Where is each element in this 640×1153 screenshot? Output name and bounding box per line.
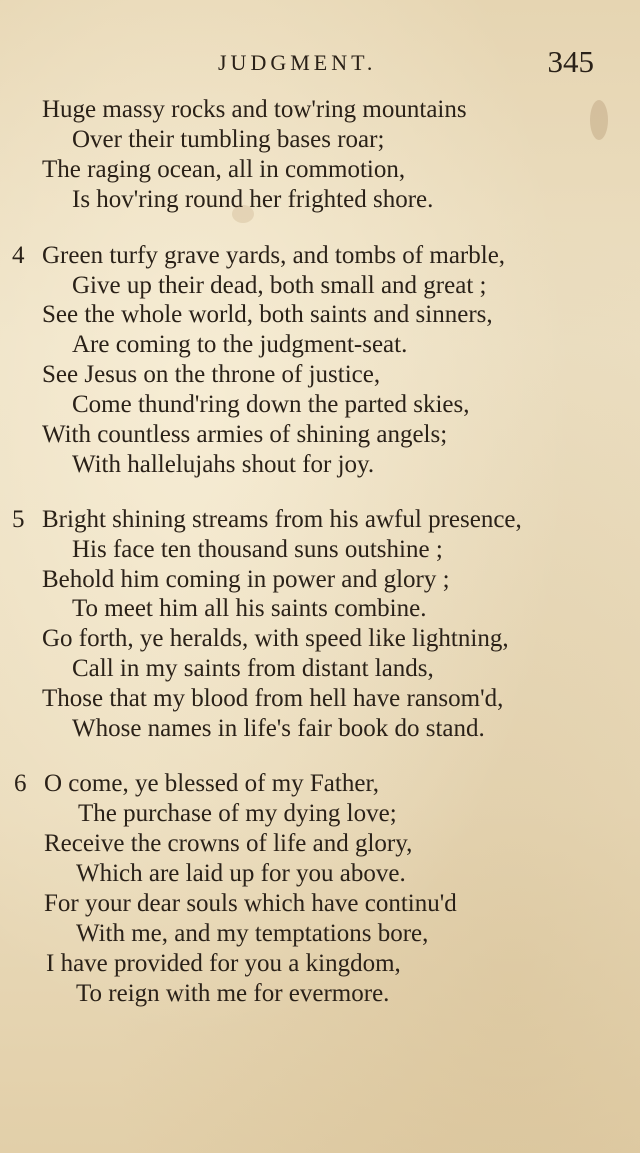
verse-line: Bright shining streams from his awful presence, [42,506,522,533]
verse-line: Receive the crowns of life and glory, [44,830,413,857]
verse-line: Come thund'ring down the parted skies, [72,391,470,418]
verse-line: Huge massy rocks and tow'ring mountains [42,96,467,123]
verse-line: Is hov'ring round her frighted shore. [72,186,434,213]
verse-line: The purchase of my dying love; [78,800,397,827]
verse-line: I have provided for you a kingdom, [46,950,401,977]
verse-line: To meet him all his saints combine. [72,595,427,622]
verse-line: With countless armies of shining angels; [42,421,448,448]
verse-line: O come, ye blessed of my Father, [44,770,380,797]
stanza-number: 5 [12,506,25,533]
running-head: JUDGMENT. [218,50,377,75]
page-number: 345 [547,44,594,79]
verse-line: For your dear souls which have continu'd [44,890,457,917]
verse-line: The raging ocean, all in commotion, [42,156,406,183]
verse-line: See Jesus on the throne of justice, [42,361,381,388]
verse-line: With me, and my temptations bore, [76,920,429,947]
verse-line: Behold him coming in power and glory ; [42,566,450,593]
verse-line: Give up their dead, both small and great ; [72,272,487,299]
verse-line: Those that my blood from hell have ransom'd, [42,685,504,712]
stanza-number: 4 [12,242,25,269]
verse-line: His face ten thousand suns outshine ; [72,536,443,563]
ink-blot [590,100,608,140]
verse-line: Go forth, ye heralds, with speed like lightning, [42,625,509,652]
verse-line: Over their tumbling bases roar; [72,126,385,153]
verse-line: Green turfy grave yards, and tombs of marble, [42,242,506,269]
stanza-number: 6 [14,770,27,797]
verse-line: To reign with me for evermore. [76,980,390,1007]
verse-line: Call in my saints from distant lands, [72,655,434,682]
verse-line: Which are laid up for you above. [76,860,406,887]
verse-line: Whose names in life's fair book do stand. [72,715,485,742]
verse-line: See the whole world, both saints and sinners, [42,301,493,328]
verse-line: Are coming to the judgment-seat. [72,331,408,358]
verse-line: With hallelujahs shout for joy. [72,451,375,478]
